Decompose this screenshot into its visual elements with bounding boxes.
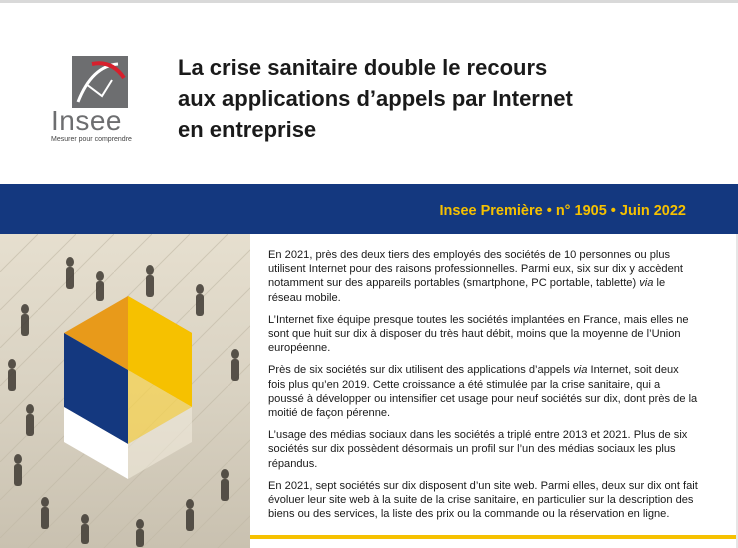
title-line-3: en entreprise <box>178 117 317 142</box>
page-title <box>178 52 698 145</box>
title-line-1: La crise sanitaire double le recours <box>178 55 548 80</box>
bottom-accent-bar <box>250 535 738 539</box>
summary-paragraph-3: Près de six sociétés sur dix utilisent des applications d’appels via Internet, soit deux fois plus qu’en 2019. Cette croissance a été stimulée par la crise sanitaire, qui a poussé à développer ou intensifier cet usage pour neuf sociétés sur dix, dont près de la moitié de façon pérenne. <box>268 364 698 420</box>
summary-paragraph-5: En 2021, sept sociétés sur dix disposent d’un site web. Parmi elles, deux sur dix ont fait évoluer leur site web à la suite de la crise sanitaire, en particulier sur la description des biens ou des services, la liste des prix ou la commande ou la réservation en ligne. <box>268 479 698 521</box>
cover-illustration-graphic <box>0 234 250 548</box>
cover-illustration <box>0 234 250 548</box>
logo-wordmark: Insee <box>51 105 122 136</box>
publication-label: Insee Première • n° 1905 • Juin 2022 <box>439 203 686 219</box>
summary-paragraph-1: En 2021, près des deux tiers des employés des sociétés de 10 personnes ou plus utilisent Internet pour des raisons professionnelles. Parmi eux, six sur dix y accèdent notamment sur des appareils portables (smartphone, PC portable, tablette) via le réseau mobile. <box>268 249 683 304</box>
summary-paragraph-4: L’usage des médias sociaux dans les sociétés a triplé entre 2013 et 2021. Plus de six sociétés sur dix possèdent désormais un profil sur l’un des médias sociaux les plus répandus. <box>268 429 688 470</box>
summary-paragraph-2: L’Internet fixe équipe presque toutes les sociétés implantées en France, mais elles ne sont que huit sur dix à disposer du très haut débit, moins que la moyenne de l’Union européenne. <box>268 313 689 355</box>
publication-band <box>0 184 738 234</box>
logo-tagline: Mesurer pour comprendre <box>51 136 132 143</box>
summary-text <box>268 248 698 529</box>
insee-logo-icon <box>72 56 128 108</box>
insee-logo[interactable] <box>51 56 132 143</box>
title-line-2: aux applications d’appels par Internet <box>178 86 573 111</box>
top-rule <box>0 0 738 3</box>
